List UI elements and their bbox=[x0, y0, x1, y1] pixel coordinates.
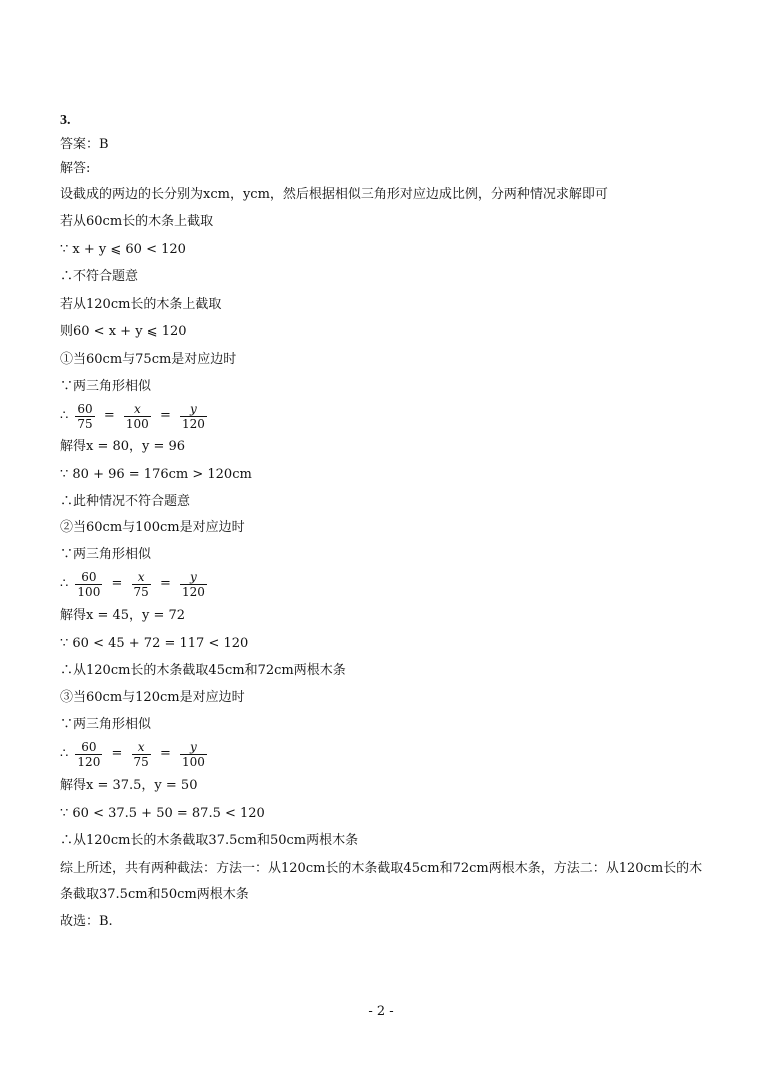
fraction: $\frac{y}{120}$ bbox=[181, 401, 205, 431]
case-1-similar: ∵两三角形相似 bbox=[60, 379, 152, 394]
case-2-check: ∵ 60 < 45 + 72 = 117 < 120 bbox=[60, 636, 249, 651]
case-1-proportion: ∴ $\frac{60}{75}$ = $\frac{x}{100}$ = $\frac{y}{120}$ bbox=[60, 401, 205, 431]
fraction: $\frac{x}{75}$ bbox=[133, 569, 149, 599]
case-2-similar: ∵两三角形相似 bbox=[60, 547, 152, 562]
case-1-result: ∴此种情况不符合题意 bbox=[60, 494, 191, 509]
page-number: - 2 - bbox=[368, 1004, 394, 1019]
fraction: $\frac{x}{100}$ bbox=[125, 401, 149, 431]
summary-line-1: 综上所述，共有两种截法：方法一：从120cm长的木条截取45cm和72cm两根木条，方法二：从120cm长的木 bbox=[60, 861, 703, 876]
fraction: $\frac{y}{100}$ bbox=[181, 739, 205, 769]
therefore-symbol: ∴ bbox=[60, 746, 69, 762]
fraction: $\frac{x}{75}$ bbox=[133, 739, 149, 769]
solution-step: 若从120cm长的木条上截取 bbox=[60, 297, 222, 312]
therefore-symbol: ∴ bbox=[60, 408, 69, 424]
case-3-check: ∵ 60 < 37.5 + 50 = 87.5 < 120 bbox=[60, 806, 265, 821]
answer-line: 答案：B bbox=[60, 137, 109, 152]
solution-step: ∵ x + y ⩽ 60 < 120 bbox=[60, 242, 186, 257]
therefore-symbol: ∴ bbox=[60, 576, 69, 592]
fraction: $\frac{y}{120}$ bbox=[181, 569, 205, 599]
fraction: $\frac{60}{75}$ bbox=[77, 401, 93, 431]
case-1-title: ①当60cm与75cm是对应边时 bbox=[60, 352, 237, 367]
summary-line-2: 条截取37.5cm和50cm两根木条 bbox=[60, 887, 249, 902]
case-3-title: ③当60cm与120cm是对应边时 bbox=[60, 690, 245, 705]
case-2-result: ∴从120cm长的木条截取45cm和72cm两根木条 bbox=[60, 663, 346, 678]
case-2-title: ②当60cm与100cm是对应边时 bbox=[60, 520, 245, 535]
case-3-solve: 解得x = 37.5，y = 50 bbox=[60, 778, 198, 793]
solution-step: ∴不符合题意 bbox=[60, 269, 139, 284]
fraction: $\frac{60}{120}$ bbox=[77, 739, 101, 769]
solution-intro: 设截成的两边的长分别为xcm，ycm，然后根据相似三角形对应边成比例，分两种情况求解即可 bbox=[60, 187, 608, 202]
case-1-check: ∵ 80 + 96 = 176cm > 120cm bbox=[60, 467, 252, 482]
solution-step: 则60 < x + y ⩽ 120 bbox=[60, 324, 187, 339]
final-answer: 故选：B. bbox=[60, 914, 113, 929]
case-3-similar: ∵两三角形相似 bbox=[60, 717, 152, 732]
case-1-solve: 解得x = 80，y = 96 bbox=[60, 439, 186, 454]
question-number: 3. bbox=[60, 113, 71, 128]
fraction: $\frac{60}{100}$ bbox=[77, 569, 101, 599]
case-3-result: ∴从120cm长的木条截取37.5cm和50cm两根木条 bbox=[60, 833, 359, 848]
case-2-solve: 解得x = 45，y = 72 bbox=[60, 608, 186, 623]
solution-label: 解答: bbox=[60, 161, 91, 176]
case-3-proportion: ∴ $\frac{60}{120}$ = $\frac{x}{75}$ = $\frac{y}{100}$ bbox=[60, 739, 205, 769]
solution-step: 若从60cm长的木条上截取 bbox=[60, 214, 214, 229]
case-2-proportion: ∴ $\frac{60}{100}$ = $\frac{x}{75}$ = $\frac{y}{120}$ bbox=[60, 569, 205, 599]
